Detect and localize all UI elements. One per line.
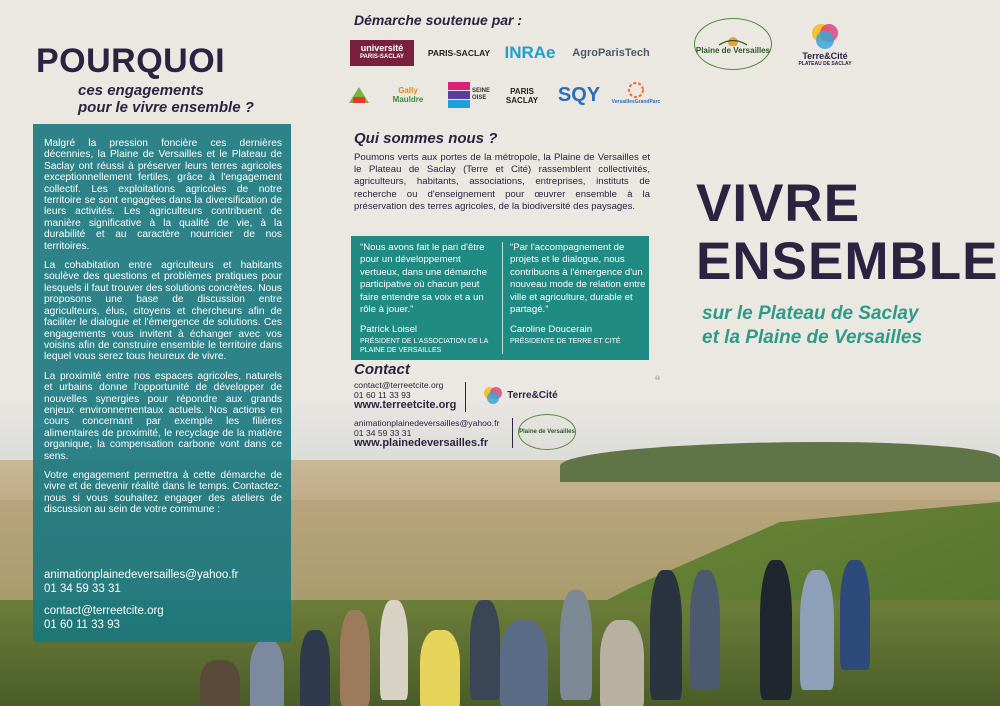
contact-phone-1: 01 34 59 33 31 <box>44 583 121 595</box>
contact-phone-2: 01 60 11 33 93 <box>44 619 120 631</box>
contact-email-1[interactable]: animationplainedeversailles@yahoo.fr <box>44 569 239 581</box>
pourquoi-title: POURQUOI <box>36 42 226 80</box>
subtitle-line-1: ces engagements <box>78 82 204 99</box>
demarche-title: Démarche soutenue par : <box>354 12 523 28</box>
main-subtitle-line-2: et la Plaine de Versailles <box>702 327 923 348</box>
contact-divider <box>512 418 513 448</box>
pourquoi-body <box>44 138 282 524</box>
quote-author: Patrick Loisel <box>360 324 418 336</box>
quote-text: “Par l'accompagnement de projets et le dialogue, nous contribuons à l'émergence d'un nouveau mode de relation entre ville et agriculture, durable et partagé.” <box>510 242 646 316</box>
sqy-logo: SQY <box>557 83 601 106</box>
paragraph: Votre engagement permettra à cette démarche de vivre et de devenir réalité dans le temps. Contactez-nous si vous souhaitez engager des ateliers de discussion au sein de votre commune : <box>44 469 282 516</box>
paris-saclay-logo: PARIS-SACLAY <box>427 48 491 58</box>
quote-text: “Nous avons fait le pari d'être pour un développement vertueux, dans une démarche participative où chacun peut faire entendre sa voix et a un rôle à jouer.” <box>360 242 487 316</box>
contact-title: Contact <box>354 361 410 378</box>
contact-website[interactable]: www.terreetcite.org <box>354 399 457 411</box>
paragraph: Malgré la pression foncière ces dernières décennies, la Plaine de Versailles et le Plateau de Saclay ont réussi à préserver leurs terres agricoles exceptionnellement fertiles, grâce à l'engagement collectif. Les exploitations agricoles de notre territoire se sont engagées dans la diversification de leurs activités. Les agriculteurs contribuent de manière significative à la qualité de vie, à la durabilité et au caractère nourricier de nos territoires. <box>44 138 282 252</box>
versailles-grand-parc-logo: VersaillesGrandParc <box>614 76 658 110</box>
quote-author-role: PRÉSIDENTE DE TERRE ET CITÉ <box>510 337 621 345</box>
quote-doucerain <box>510 242 646 346</box>
main-title <box>696 175 998 291</box>
contact-email[interactable]: contact@terreetcite.org <box>354 380 444 390</box>
contact-phone: 01 34 59 33 31 <box>354 428 412 438</box>
chambre-agriculture-logo <box>346 82 372 108</box>
main-subtitle-line-1: sur le Plateau de Saclay <box>702 303 919 324</box>
quotes-divider <box>502 242 503 354</box>
main-title-line-2: ENSEMBLE <box>696 232 999 291</box>
qui-sommes-nous-text: Poumons verts aux portes de la métropole, la Plaine de Versailles et le Plateau de Saclay (Terre et Cité) rassemblent collectivités, agriculteurs, habitants, associations, entreprises, instituts de recherche ou d'enseignement pour œuvrer ensemble à la préservation des terres agricoles, de la biodiversité des paysages. <box>354 152 650 212</box>
main-subtitle <box>702 302 922 350</box>
quote-loisel <box>360 242 496 355</box>
contact-email-2[interactable]: contact@terreetcite.org <box>44 605 164 617</box>
left-contacts <box>44 568 239 632</box>
quote-author-role: PRÉSIDENT DE L'ASSOCIATION DE LA PLAINE DE VERSAILLES <box>360 337 488 354</box>
terre-cite-logo-small: Terre&Cité <box>470 382 570 408</box>
paragraph: La cohabitation entre agriculteurs et habitants soulève des questions et problèmes pratiques pour lesquels il faut trouver des solutions concrètes. Nous proposons une base de discussion entre agriculteurs, élus, citoyens et chercheurs afin de faciliter le dialogue et l'émergence de solutions. Ces engagements vous invitent à échanger avec vos voisins afin de construire ensemble le territoire dans lequel vous serez tous heureux de vivre. <box>44 260 282 363</box>
qui-sommes-nous-title: Qui sommes nous ? <box>354 130 498 147</box>
inrae-logo: INRAe <box>504 43 556 62</box>
gally-mauldre-logo: Gally Mauldre <box>392 86 424 104</box>
agroparistech-logo: AgroParisTech <box>572 47 650 59</box>
plaine-versailles-logo-small: Plaine de Versailles <box>518 414 576 450</box>
contact-email[interactable]: animationplainedeversailles@yahoo.fr <box>354 418 500 428</box>
quote-author: Caroline Doucerain <box>510 324 593 336</box>
contact-phone: 01 60 11 33 93 <box>354 390 411 400</box>
main-title-line-1: VIVRE <box>696 174 861 233</box>
seine-oise-logo: SEINE OISE <box>446 80 492 110</box>
terre-cite-logo: Terre&Cité PLATEAU DE SACLAY <box>792 16 858 72</box>
pourquoi-subtitle <box>78 82 254 116</box>
contact-block-terreetcite <box>354 380 456 410</box>
subtitle-line-2: pour le vivre ensemble ? <box>78 99 254 116</box>
universite-paris-saclay-logo: université PARIS-SACLAY <box>350 40 414 66</box>
contact-website[interactable]: www.plainedeversailles.fr <box>354 437 489 449</box>
plaine-versailles-logo: Plaine de Versailles <box>694 18 772 70</box>
contact-block-plaine <box>354 418 499 448</box>
photo-credit: © <box>656 375 662 380</box>
paris-saclay-2-logo: PARIS SACLAY <box>505 87 539 105</box>
contact-divider <box>465 382 466 412</box>
paragraph: La proximité entre nos espaces agricoles, naturels et urbains donne l'opportunité de développer de nouvelles synergies pour répondre aux grands enjeux environnementaux actuels. Nos actions en cours concernant par exemple les filières alimentaires de proximité, le recyclage de la matière organique, la compensation carbone vont dans ce sens. <box>44 370 282 462</box>
